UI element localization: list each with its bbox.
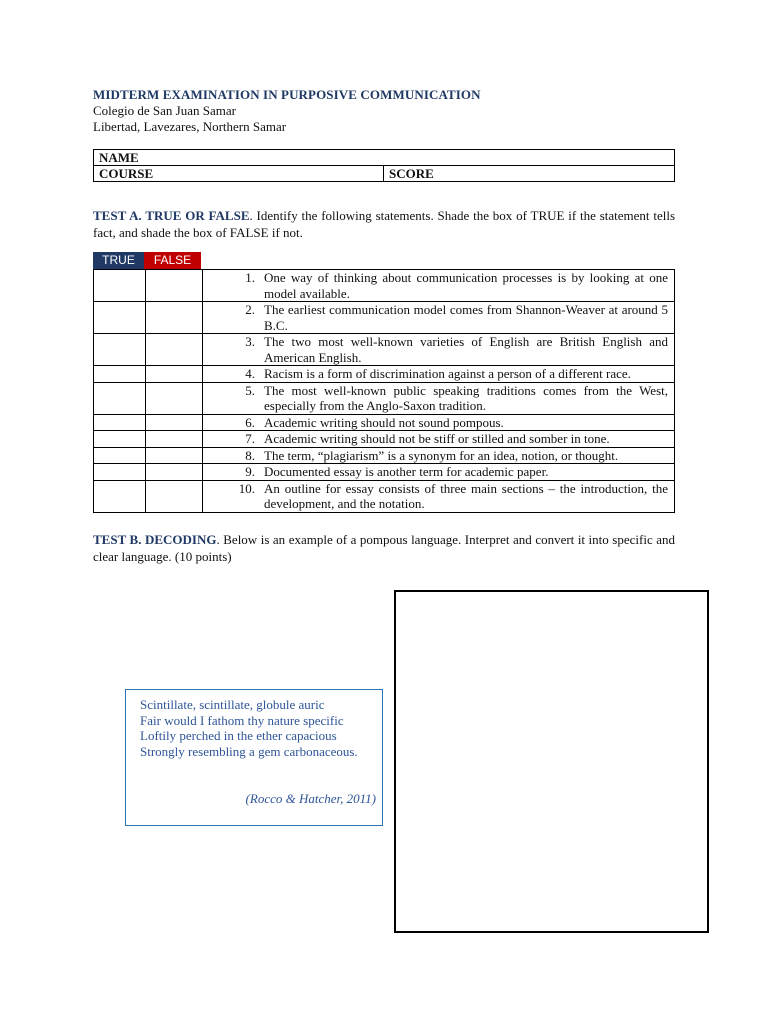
statement-cell bbox=[203, 334, 675, 366]
false-answer-box[interactable] bbox=[146, 464, 203, 481]
statement-text: Documented essay is another term for academic paper. bbox=[264, 464, 549, 479]
true-answer-box[interactable] bbox=[94, 447, 146, 464]
statement bbox=[207, 481, 668, 512]
false-answer-box[interactable] bbox=[146, 414, 203, 431]
statement bbox=[207, 366, 668, 382]
statement-cell bbox=[203, 480, 675, 512]
test-b-heading: TEST B. DECODING bbox=[93, 532, 217, 547]
true-answer-box[interactable] bbox=[94, 334, 146, 366]
statement-text: Racism is a form of discrimination against a person of a different race. bbox=[264, 366, 631, 381]
test-a-heading: TEST A. TRUE OR FALSE bbox=[93, 208, 250, 223]
statement-text: The earliest communication model comes from Shannon-Weaver at around 5 B.C. bbox=[264, 302, 668, 333]
statement-text: An outline for essay consists of three main sections – the introduction, the development, and the notation. bbox=[264, 480, 668, 511]
tf-item-row bbox=[94, 366, 675, 383]
answer-box[interactable] bbox=[394, 590, 709, 933]
statement-text: The most well-known public speaking traditions comes from the West, especially from the Anglo-Saxon tradition. bbox=[264, 382, 668, 413]
false-answer-box[interactable] bbox=[146, 334, 203, 366]
tf-item-row bbox=[94, 414, 675, 431]
statement-text: Academic writing should not sound pompous. bbox=[264, 414, 504, 430]
false-answer-box[interactable] bbox=[146, 431, 203, 448]
true-answer-box[interactable] bbox=[94, 414, 146, 431]
student-info-table bbox=[93, 149, 675, 182]
tf-item-row bbox=[94, 447, 675, 464]
statement-number: 8. bbox=[245, 447, 255, 463]
true-header-label: TRUE bbox=[93, 252, 144, 269]
exam-title: MIDTERM EXAMINATION IN PURPOSIVE COMMUNICATION bbox=[93, 87, 481, 102]
statement-number: 10. bbox=[238, 480, 255, 496]
tf-item-row bbox=[94, 480, 675, 512]
false-answer-box[interactable] bbox=[146, 366, 203, 383]
statement bbox=[207, 464, 668, 480]
statement bbox=[207, 334, 668, 365]
statement-number: 1. bbox=[245, 270, 255, 285]
true-answer-box[interactable] bbox=[94, 366, 146, 383]
tf-item-row bbox=[94, 302, 675, 334]
test-a-instructions bbox=[93, 207, 675, 241]
statement-text: The two most well-known varieties of English are British English and American English. bbox=[264, 334, 668, 365]
school-name: Colegio de San Juan Samar bbox=[93, 103, 236, 118]
true-answer-box[interactable] bbox=[94, 480, 146, 512]
statement-cell bbox=[203, 302, 675, 334]
tf-item-row bbox=[94, 464, 675, 481]
statement-text: Academic writing should not be stiff or stilled and somber in tone. bbox=[264, 431, 610, 446]
poem-box bbox=[125, 689, 383, 826]
statement-number: 5. bbox=[245, 382, 255, 398]
test-a-instruction-text: . Identify the following statements. Shade the box of TRUE if the statement tells fact, and shade the box of FALSE if not. bbox=[93, 208, 676, 240]
statement-number: 2. bbox=[245, 302, 255, 317]
poem-citation: (Rocco & Hatcher, 2011) bbox=[245, 791, 376, 806]
statement-cell bbox=[203, 464, 675, 481]
true-answer-box[interactable] bbox=[94, 302, 146, 334]
statement bbox=[207, 383, 668, 414]
statement-cell bbox=[203, 431, 675, 448]
false-answer-box[interactable] bbox=[146, 302, 203, 334]
statement-text: The term, “plagiarism” is a synonym for an idea, notion, or thought. bbox=[264, 447, 619, 463]
statement bbox=[207, 448, 668, 464]
poem-line: Fair would I fathom thy nature specific bbox=[140, 712, 344, 728]
score-field[interactable]: SCORE bbox=[384, 166, 675, 182]
false-header-label: FALSE bbox=[144, 252, 201, 269]
true-answer-box[interactable] bbox=[94, 382, 146, 414]
false-answer-box[interactable] bbox=[146, 480, 203, 512]
false-answer-box[interactable] bbox=[146, 270, 203, 302]
statement-cell bbox=[203, 366, 675, 383]
tf-item-row bbox=[94, 382, 675, 414]
school-address: Libertad, Lavezares, Northern Samar bbox=[93, 119, 287, 134]
test-b-instructions bbox=[93, 531, 675, 565]
true-answer-box[interactable] bbox=[94, 431, 146, 448]
false-answer-box[interactable] bbox=[146, 447, 203, 464]
tf-item-row bbox=[94, 431, 675, 448]
true-answer-box[interactable] bbox=[94, 270, 146, 302]
statement bbox=[207, 415, 668, 431]
false-answer-box[interactable] bbox=[146, 382, 203, 414]
poem-line: Strongly resembling a gem carbonaceous. bbox=[140, 743, 358, 759]
poem-line: Loftily perched in the ether capacious bbox=[140, 728, 337, 743]
tf-item-row bbox=[94, 270, 675, 302]
true-false-table bbox=[93, 269, 675, 513]
statement-cell bbox=[203, 447, 675, 464]
poem-lines bbox=[140, 697, 358, 759]
statement-text: One way of thinking about communication processes is by looking at one model available. bbox=[264, 270, 668, 301]
course-field[interactable]: COURSE bbox=[94, 166, 384, 182]
statement-number: 4. bbox=[245, 366, 255, 381]
true-answer-box[interactable] bbox=[94, 464, 146, 481]
statement bbox=[207, 431, 668, 447]
statement-number: 3. bbox=[245, 334, 255, 349]
tf-item-row bbox=[94, 334, 675, 366]
statement bbox=[207, 302, 668, 333]
statement-number: 7. bbox=[245, 431, 255, 446]
statement-number: 6. bbox=[245, 414, 255, 430]
test-b-instruction-text: . Below is an example of a pompous language. Interpret and convert it into specific and clear language. (10 points) bbox=[93, 532, 676, 564]
name-field[interactable]: NAME bbox=[94, 150, 675, 166]
statement-cell bbox=[203, 382, 675, 414]
poem-line: Scintillate, scintillate, globule auric bbox=[140, 697, 325, 712]
statement-number: 9. bbox=[245, 464, 255, 479]
statement-cell bbox=[203, 414, 675, 431]
statement-cell bbox=[203, 270, 675, 302]
statement bbox=[207, 270, 668, 301]
